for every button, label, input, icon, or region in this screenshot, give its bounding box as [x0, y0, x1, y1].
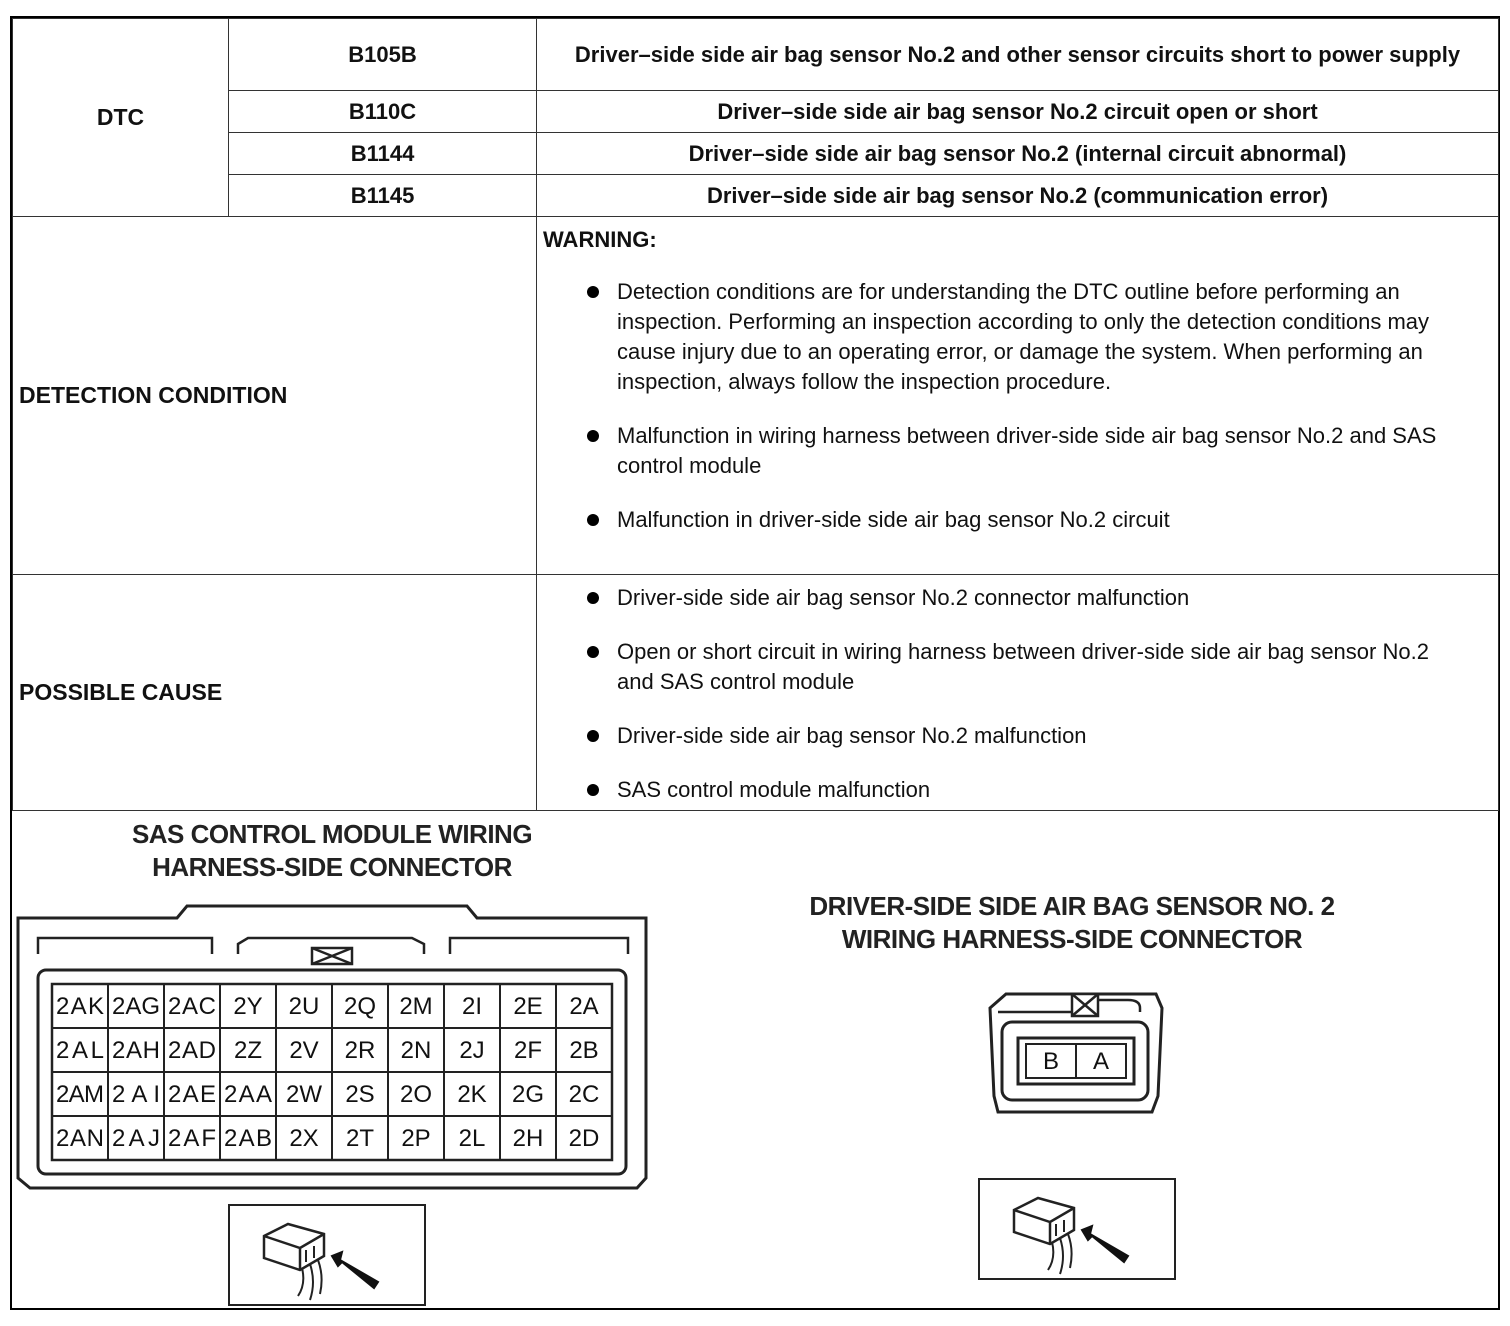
list-item: Malfunction in driver-side side air bag sensor No.2 circuit: [537, 505, 1498, 535]
pin-label: 2AB: [224, 1125, 272, 1152]
pin-label: 2P: [401, 1125, 431, 1152]
pin-label: 2M: [399, 993, 433, 1020]
connector-view-icon: [228, 1204, 428, 1308]
dtc-description: Driver–side side air bag sensor No.2 (communication error): [537, 175, 1499, 217]
list-item: Driver-side side air bag sensor No.2 malfunction: [537, 721, 1498, 751]
pin-label: 2AI: [112, 1081, 160, 1108]
pin-label: 2Q: [343, 993, 377, 1020]
pin-label: 2N: [400, 1037, 432, 1064]
connector-diagrams: [12, 810, 1498, 1308]
pin-label: 2D: [568, 1125, 600, 1152]
dtc-label: DTC: [13, 19, 229, 217]
pin-label: 2F: [513, 1037, 543, 1064]
icon-frame: [979, 1179, 1175, 1279]
pin-label: 2K: [457, 1081, 487, 1108]
pin-label: 2Z: [233, 1037, 263, 1064]
dtc-description: Driver–side side air bag sensor No.2 (internal circuit abnormal): [537, 133, 1499, 175]
dtc-sheet: [10, 16, 1500, 1310]
pin-label: 2S: [345, 1081, 375, 1108]
pin-label: 2J: [459, 1037, 485, 1064]
dtc-code: B110C: [229, 91, 537, 133]
pin-label: 2AC: [168, 993, 216, 1020]
list-item: Driver-side side air bag sensor No.2 connector malfunction: [537, 583, 1498, 613]
pin-label: 2R: [344, 1037, 376, 1064]
title-line: HARNESS-SIDE CONNECTOR: [152, 852, 512, 882]
pin-label: 2A: [569, 993, 599, 1020]
pin-label: 2AM: [56, 1081, 104, 1108]
pin-label: 2V: [289, 1037, 319, 1064]
possible-cause-list: [537, 583, 1498, 805]
dtc-code: B1144: [229, 133, 537, 175]
sas-connector-title: [102, 818, 562, 884]
possible-cause-label: POSSIBLE CAUSE: [13, 575, 537, 811]
pin-label: 2AD: [168, 1037, 216, 1064]
pin-label: 2AF: [168, 1125, 216, 1152]
title-line: DRIVER-SIDE SIDE AIR BAG SENSOR NO. 2: [809, 891, 1335, 921]
title-line: SAS CONTROL MODULE WIRING: [131, 819, 533, 849]
pin-label: 2AA: [224, 1081, 272, 1108]
detection-condition-label: DETECTION CONDITION: [13, 217, 537, 575]
pin-label: 2U: [288, 993, 320, 1020]
pin-label: 2AG: [112, 993, 160, 1020]
pin-label: 2O: [399, 1081, 433, 1108]
list-item: Detection conditions are for understanding the DTC outline before performing an inspection. Performing an inspection according to only the detection conditions may cause injury due to an operating error, or damage the system. When performing an inspection, always follow the inspection procedure.: [537, 277, 1498, 397]
detection-list: [537, 277, 1498, 535]
dtc-description: Driver–side side air bag sensor No.2 circuit open or short: [537, 91, 1499, 133]
list-item: SAS control module malfunction: [537, 775, 1498, 805]
dtc-code: B1145: [229, 175, 537, 217]
pin-label: 2X: [289, 1125, 319, 1152]
pin-label: 2B: [569, 1037, 599, 1064]
shell-top: [998, 1000, 1140, 1012]
sensor-connector-drawing: [988, 988, 1168, 1118]
pin-label: 2Y: [233, 993, 263, 1020]
pin-label: 2AH: [112, 1037, 160, 1064]
pin-label: B: [1042, 1048, 1060, 1075]
dtc-description: Driver–side side air bag sensor No.2 and other sensor circuits short to power supply: [537, 19, 1499, 91]
possible-cause-cell: [537, 575, 1499, 811]
pin-label: 2AK: [56, 993, 104, 1020]
list-item: Open or short circuit in wiring harness between driver-side side air bag sensor No.2 and SAS control module: [537, 637, 1498, 697]
pin-label: 2I: [461, 993, 483, 1020]
detection-condition-cell: [537, 217, 1499, 575]
dtc-code: B105B: [229, 19, 537, 91]
icon-frame: [229, 1205, 425, 1305]
dtc-table: [12, 18, 1499, 811]
pin-label: 2AJ: [112, 1125, 160, 1152]
pin-label: A: [1092, 1048, 1110, 1075]
pin-label: 2C: [568, 1081, 600, 1108]
pin-label: 2E: [513, 993, 543, 1020]
connector-view-icon: [978, 1178, 1178, 1282]
sensor-connector-title: [772, 890, 1372, 956]
warning-heading: WARNING:: [543, 227, 657, 252]
pin-label: 2AL: [56, 1037, 104, 1064]
pin-label: 2AN: [56, 1125, 104, 1152]
pin-label: 2T: [345, 1125, 375, 1152]
pin-label: 2L: [458, 1125, 486, 1152]
pin-grid-cells: [52, 984, 612, 1160]
pin-label: 2H: [512, 1125, 544, 1152]
pin-label: 2AE: [168, 1081, 216, 1108]
title-line: WIRING HARNESS-SIDE CONNECTOR: [841, 924, 1303, 954]
list-item: Malfunction in wiring harness between driver-side side air bag sensor No.2 and SAS control module: [537, 421, 1498, 481]
pin-label: 2G: [511, 1081, 545, 1108]
pin-label: 2W: [286, 1081, 322, 1108]
